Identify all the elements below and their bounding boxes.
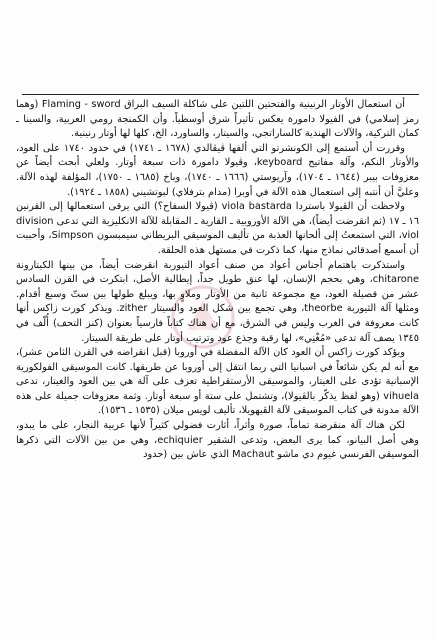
paragraph-1: أن استعمال الأوتار الرنينية والفتحتين اللتين على شاكلة السيف البراق Flaming - sword (وهما رمز إسلامي) في الفيولا دامورة يعكس تأثيراً شرق أوسطياً. وأن الكمنجة رومي العربية، والسينا ـ كمان التركية، والآلات الهندية كالساراتجي، والسيتار، والساورد، الخ، كلها لها أوتار رنينية. <box>16 99 419 140</box>
paragraph-5: ويؤكد كورت زاكس أن العود كان الآلة المفضلة في أوروبا (قبل انقراضه في القرن الثامن عشر)، مع أنه لم يكن شائعاً في اسبانيا التي ربما انتقل إلى أوروبا عن طريقها. كانت الموسيقى الفولكورية الإسبانية تؤدى على الغيتار، والموسيقى الأرستقراطية تعزف على آلة هي بين العود والغيتار، تدعى vihuela (وهو لفظ يذكّر بالڤيولا)، وتشتمل على ستة أو سبعة أوتار. وثمة معزوفات جميلة على هذه الآلة مدونة في كتاب الموسيقى لآلة الڤيهويلا، تأليف لويس ميلان (١٥٣٥ ـ ١٥٣٦). <box>16 347 419 417</box>
paragraph-6: لكن هناك آلة منقرضة تماماً، صورة وأثراً، أثارت فضولي كثيراً لأنها عربية النجار، على ما يبدو، وهي أصل البيانو، كما يرى البعض، وتدعى الشقير echiquier، وهي من بين الآلات التي ذكرها الموسيقي الفرنسي غيوم دي ماشو Machaut الذي عاش بين (حدود <box>16 420 419 461</box>
paragraph-2: وقررت أن أستمع إلى الكونشرتو التي ألفها ڤيڤالدي (١٦٧٨ ـ ١٧٤١) في حدود ١٧٤٠ على العود، والأوتار النكم، وآلة مفاتيح keyboard، وڤيولا دامورة ذات سبعة أوتار. ولعلي أبحث أيضاً عن معزوفات بيبر (١٦٤٤ ـ ١٧٠٤)، وآريوستي (١٦٦٦ ـ ١٧٤٠)، وباخ (١٦٨٥ ـ ١٧٥٠)، المؤلفة لهذه الآلة. وعليَّ أن أنتبه إلى استعمال هذه الآلة في أوبرا (مدام بترفلاي) لبوتشيني (١٨٥٨ ـ ١٩٢٤). <box>16 142 420 198</box>
paragraph-3: ولاحظت أن الڤيولا باستردا viola bastarda (ڤيولا السفاح؟) التي يرقى استعمالها إلى القرنين ١٦ ـ ١٧ (ثم انقرضت أيضاً)، هي الآلة الأوروبية ـ القارية ـ المقابلة للآلة الانكليزية التي تدعى division viol، التي استمعتُ إلى ألحانها العذبة من تأليف الموسيقي البريطاني سيمبسون Simpson، وأحببت أن أسمع أصدقائي نماذج منها، كما ذكرت في مستهل هذه الحلقة. <box>16 201 419 256</box>
article-body <box>16 98 419 463</box>
paragraph-4: واستذكرت باهتمام أجناس أعواد من صنف أعواد التيوربة انقرضت أيضاً، من بينها الكيتارونة chitarone، وهي بحجم الإنسان، لها عنق طويل جداً، إيطالية الأصل، ابتكرت في القرن السادس عشر من قصيلة العود، مع مجموعة ثانية من الأوتار وملاوٍ بها، ويبلغ طولها بين ستّ وسبع أقدام. ومثلها آلة الثيوربة theorbe، وهي تجمع بين شكل العود والسيتار zither. ويذكر كورت زاكس أنها كانت معروفة في الغرب وليس في الشرق، مع أن هناك كتاباً فارسياً بعنوان (كنز التحف) أُلّف في ١٣٤٥ يصف آلة تدعى «مُغْنِي»، لها رقبة وجذع عود وترتيب أوتار على طريقة السيتار. <box>16 259 419 344</box>
header-rule <box>22 94 419 95</box>
